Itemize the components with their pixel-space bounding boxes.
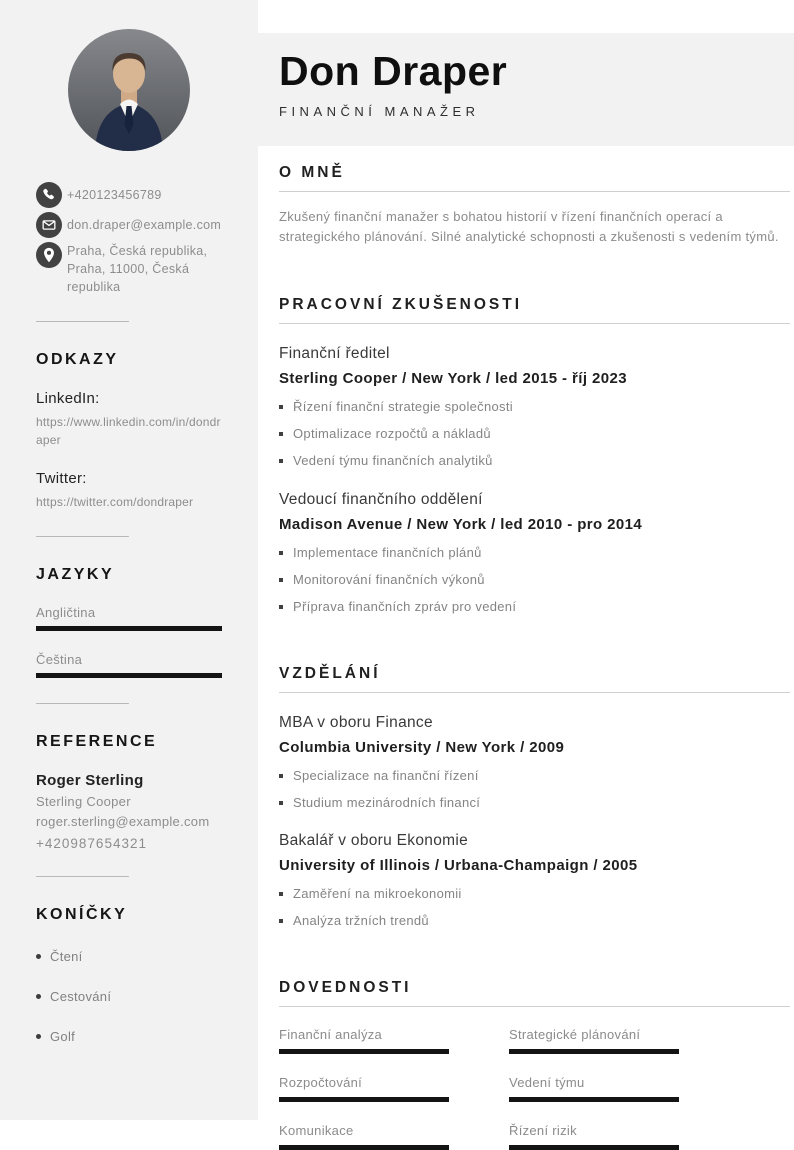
hobby-text: Cestování xyxy=(50,989,112,1005)
skill-name: Komunikace xyxy=(279,1123,354,1139)
location-icon xyxy=(36,242,62,268)
main-content xyxy=(258,164,794,1150)
bullet-text: Monitorování finančních výkonů xyxy=(293,571,485,587)
candidate-title: FINANČNÍ MANAŽER xyxy=(279,104,480,119)
linkedin-label: LinkedIn: xyxy=(36,390,100,408)
job-title: Vedoucí finančního oddělení xyxy=(279,490,483,508)
bullet-item xyxy=(279,913,790,930)
bullet-square-icon xyxy=(279,919,283,923)
bullet-square-icon xyxy=(279,801,283,805)
skill-name: Vedení týmu xyxy=(509,1075,585,1091)
bullet-item xyxy=(279,426,790,443)
reference-company: Sterling Cooper xyxy=(36,794,131,810)
bullet-item xyxy=(279,545,790,562)
twitter-url[interactable]: https://twitter.com/dondraper xyxy=(36,495,194,510)
skill-level-bar xyxy=(279,1097,449,1102)
bullet-text: Optimalizace rozpočtů a nákladů xyxy=(293,426,491,442)
skill-item xyxy=(509,1123,739,1150)
job-bullets xyxy=(279,399,790,470)
job-bullets xyxy=(279,545,790,616)
bullet-square-icon xyxy=(279,405,283,409)
skill-item xyxy=(279,1123,509,1150)
sidebar-divider xyxy=(36,703,129,704)
skill-name: Řízení rizik xyxy=(509,1123,577,1139)
reference-email: roger.sterling@example.com xyxy=(36,814,210,830)
contact-email-row xyxy=(36,212,222,238)
bullet-square-icon xyxy=(279,432,283,436)
address-text: Praha, Česká republika, Praha, 11000, Česká republika xyxy=(67,244,208,295)
profile-photo xyxy=(68,29,190,151)
references-heading: REFERENCE xyxy=(36,733,158,751)
language-level-bar xyxy=(36,626,222,631)
links-heading: ODKAZY xyxy=(36,351,119,369)
skill-name: Rozpočtování xyxy=(279,1075,363,1091)
sidebar-divider xyxy=(36,321,129,322)
job-title: Finanční ředitel xyxy=(279,345,390,363)
hobby-text: Golf xyxy=(50,1029,76,1045)
hobby-item xyxy=(36,1029,222,1044)
contact-section xyxy=(36,182,222,296)
profile-photo-image xyxy=(68,29,190,151)
link-item-twitter xyxy=(36,470,222,511)
experience-section xyxy=(279,296,790,615)
experience-heading: PRACOVNÍ ZKUŠENOSTI xyxy=(279,296,790,324)
about-heading: O MNĚ xyxy=(279,164,790,192)
bullet-item xyxy=(279,886,790,903)
skill-level-bar xyxy=(509,1049,679,1054)
bullet-text: Specializace na finanční řízení xyxy=(293,767,479,783)
language-name: Čeština xyxy=(36,652,83,668)
bullet-text: Příprava finančních zpráv pro vedení xyxy=(293,598,517,614)
email-text: don.draper@example.com xyxy=(67,217,222,232)
bullet-text: Vedení týmu finančních analytiků xyxy=(293,453,493,469)
bullet-item xyxy=(279,599,790,616)
skill-level-bar xyxy=(509,1097,679,1102)
hobbies-heading: KONÍČKY xyxy=(36,906,128,924)
language-level-bar xyxy=(36,673,222,678)
about-text: Zkušený finanční manažer s bohatou historií v řízení finančních operací a strategického plánování. Silné analytické schopnosti a zkušenosti s vedením týmů. xyxy=(279,209,779,245)
bullet-dot-icon xyxy=(36,994,41,999)
skill-level-bar xyxy=(279,1145,449,1150)
education-heading: VZDĚLÁNÍ xyxy=(279,665,790,693)
main-column xyxy=(258,0,794,1139)
bullet-text: Řízení finanční strategie společnosti xyxy=(293,399,513,415)
sidebar-divider xyxy=(36,876,129,877)
bullet-square-icon xyxy=(279,892,283,896)
twitter-label: Twitter: xyxy=(36,470,87,488)
job-meta: Sterling Cooper / New York / led 2015 - říj 2023 xyxy=(279,370,627,388)
skill-item xyxy=(509,1075,739,1102)
languages-heading: JAZYKY xyxy=(36,566,115,584)
job-entry xyxy=(279,491,790,616)
bullet-square-icon xyxy=(279,774,283,778)
sidebar-divider xyxy=(36,536,129,537)
bullet-square-icon xyxy=(279,551,283,555)
skill-level-bar xyxy=(279,1049,449,1054)
bullet-square-icon xyxy=(279,578,283,582)
bullet-text: Implementace finančních plánů xyxy=(293,544,482,560)
language-item xyxy=(36,605,222,631)
candidate-name: Don Draper xyxy=(279,48,508,94)
hobby-text: Čtení xyxy=(50,949,83,965)
about-section xyxy=(279,164,790,247)
link-item-linkedin xyxy=(36,390,222,449)
reference-name: Roger Sterling xyxy=(36,772,144,790)
education-entry xyxy=(279,714,790,812)
job-entry xyxy=(279,345,790,470)
bullet-dot-icon xyxy=(36,1034,41,1039)
skills-section xyxy=(279,979,790,1150)
bullet-dot-icon xyxy=(36,954,41,959)
contact-address-row xyxy=(36,242,222,296)
contact-phone-row xyxy=(36,182,222,208)
reference-phone: +420987654321 xyxy=(36,836,147,852)
email-icon xyxy=(36,212,62,238)
education-entry xyxy=(279,832,790,930)
skill-name: Strategické plánování xyxy=(509,1027,641,1043)
skill-item xyxy=(279,1075,509,1102)
degree-meta: University of Illinois / Urbana-Champaign / 2005 xyxy=(279,857,638,875)
bullet-item xyxy=(279,795,790,812)
phone-text: +420123456789 xyxy=(67,187,162,202)
bullet-square-icon xyxy=(279,605,283,609)
skill-level-bar xyxy=(509,1145,679,1150)
skill-name: Finanční analýza xyxy=(279,1027,383,1043)
skill-item xyxy=(509,1027,739,1054)
language-name: Angličtina xyxy=(36,605,96,621)
education-bullets xyxy=(279,768,790,812)
sidebar xyxy=(0,0,258,1120)
phone-icon xyxy=(36,182,62,208)
bullet-item xyxy=(279,399,790,416)
linkedin-url[interactable]: https://www.linkedin.com/in/dondraper xyxy=(36,415,221,448)
bullet-text: Studium mezinárodních financí xyxy=(293,794,481,810)
language-item xyxy=(36,652,222,678)
bullet-text: Analýza tržních trendů xyxy=(293,913,429,929)
hobby-item xyxy=(36,949,222,964)
education-section xyxy=(279,665,790,931)
hobby-item xyxy=(36,989,222,1004)
bullet-item xyxy=(279,453,790,470)
education-bullets xyxy=(279,886,790,930)
degree-title: Bakalář v oboru Ekonomie xyxy=(279,832,468,850)
degree-title: MBA v oboru Finance xyxy=(279,713,433,731)
degree-meta: Columbia University / New York / 2009 xyxy=(279,738,565,756)
skills-heading: DOVEDNOSTI xyxy=(279,979,790,1007)
skill-item xyxy=(279,1027,509,1054)
skills-grid xyxy=(279,1027,790,1150)
bullet-item xyxy=(279,572,790,589)
bullet-item xyxy=(279,768,790,785)
bullet-text: Zaměření na mikroekonomii xyxy=(293,886,462,902)
header-band xyxy=(258,33,794,146)
bullet-square-icon xyxy=(279,459,283,463)
job-meta: Madison Avenue / New York / led 2010 - pro 2014 xyxy=(279,515,643,533)
